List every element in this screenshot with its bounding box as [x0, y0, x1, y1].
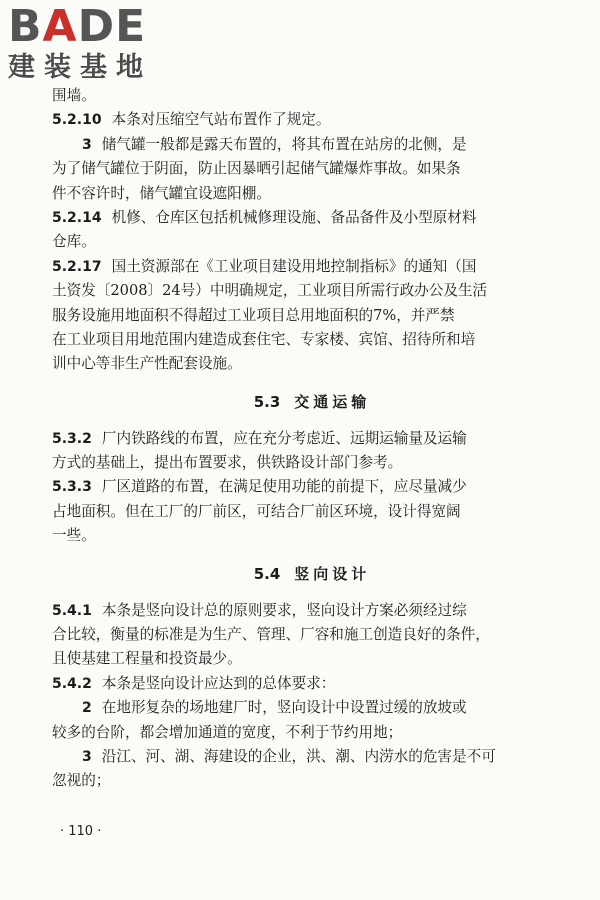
clause-text: 厂内铁路线的布置，应在充分考虑近、远期运输量及运输 — [101, 429, 467, 447]
text-line: 仓库。 — [52, 233, 96, 251]
text-line: 在工业项目用地范围内建造成套住宅、专家楼、宾馆、招待所和培 — [52, 330, 476, 348]
clause-5-2-10 — [52, 108, 552, 132]
text-line: 方式的基础上，提出布置要求，供铁路设计部门参考。 — [52, 454, 403, 472]
clause-text: 本条是竖向设计总的原则要求，竖向设计方案必须经过综 — [101, 601, 467, 619]
item-2-line-1 — [52, 696, 552, 720]
item-number: 2 — [82, 700, 92, 717]
item-number: 3 — [82, 748, 92, 765]
clause-number: 5.2.17 — [52, 258, 102, 275]
section-number: 5.3 — [253, 392, 281, 411]
text-line: 为了储气罐位于阴面，防止因暴晒引起储气罐爆炸事故。如果条 — [52, 160, 461, 178]
section-number: 5.4 — [253, 564, 281, 583]
logo-subtitle: 建装基地 — [8, 52, 152, 83]
clause-number: 5.3.2 — [52, 430, 92, 447]
item-text: 在地形复杂的场地建厂时，竖向设计中设置过缓的放坡或 — [101, 699, 467, 717]
section-heading-5-3 — [52, 377, 552, 427]
text-line: 围墙。 — [52, 87, 96, 104]
item-text: 储气罐一般都是露天布置的，将其布置在站房的北侧，是 — [101, 135, 467, 153]
clause-text: 国土资源部在《工业项目建设用地控制指标》的通知（国 — [111, 257, 477, 275]
text-line: 合比较，衡量的标准是为生产、管理、厂容和施工创造良好的条件， — [52, 626, 490, 644]
text-line: 一些。 — [52, 527, 96, 545]
item-text: 沿江、河、湖、海建设的企业，洪、潮、内涝水的危害是不可 — [101, 747, 496, 765]
clause-5-4-1 — [52, 599, 552, 623]
clause-5-4-2 — [52, 672, 552, 696]
text-line: 占地面积。但在工厂的厂前区，可结合厂前区环境，设计得宽阔 — [52, 502, 461, 520]
clause-5-2-17 — [52, 255, 552, 279]
clause-5-3-2 — [52, 427, 552, 451]
item-3-line-1 — [52, 133, 552, 157]
text-line: 服务设施用地面积不得超过工业项目总用地面积的7%，并严禁 — [52, 306, 455, 324]
clause-text: 机修、仓库区包括机械修理设施、备品备件及小型原材料 — [111, 208, 477, 226]
logo-wordmark — [8, 1, 178, 52]
clause-text: 本条是竖向设计应达到的总体要求： — [101, 674, 336, 692]
logo-letter-a-accent: A — [42, 1, 78, 52]
clause-number: 5.2.10 — [52, 112, 102, 129]
section-title: 竖向设计 — [294, 564, 371, 583]
item-3-line-1 — [52, 745, 552, 769]
clause-text: 厂区道路的布置，在满足使用功能的前提下，应尽量减少 — [101, 478, 467, 496]
section-heading-5-4 — [52, 549, 552, 599]
document-body — [52, 84, 552, 794]
logo-letter-b: B — [8, 1, 43, 52]
text-line: 忽视的； — [52, 772, 111, 790]
text-line: 训中心等非生产性配套设施。 — [52, 355, 242, 373]
clause-5-2-14 — [52, 206, 552, 230]
clause-number: 5.2.14 — [52, 209, 102, 226]
clause-number: 5.4.1 — [52, 602, 92, 619]
clause-5-3-3 — [52, 475, 552, 499]
clause-text: 本条对压缩空气站布置作了规定。 — [111, 111, 331, 129]
text-line: 土资发〔2008〕24号）中明确规定，工业项目所需行政办公及生活 — [52, 282, 488, 300]
clause-number: 5.3.3 — [52, 479, 92, 496]
clause-number: 5.4.2 — [52, 675, 92, 692]
page-number: · 110 · — [60, 824, 102, 839]
text-line: 且使基建工程量和投资最少。 — [52, 650, 242, 668]
logo-letters-de: DE — [77, 1, 147, 52]
item-number: 3 — [82, 136, 92, 153]
text-line: 件不容许时，储气罐宜设遮阳棚。 — [52, 184, 271, 202]
bade-logo-watermark — [8, 1, 178, 88]
section-title: 交通运输 — [294, 392, 371, 411]
text-line: 较多的台阶，都会增加通道的宽度，不利于节约用地； — [52, 723, 403, 741]
